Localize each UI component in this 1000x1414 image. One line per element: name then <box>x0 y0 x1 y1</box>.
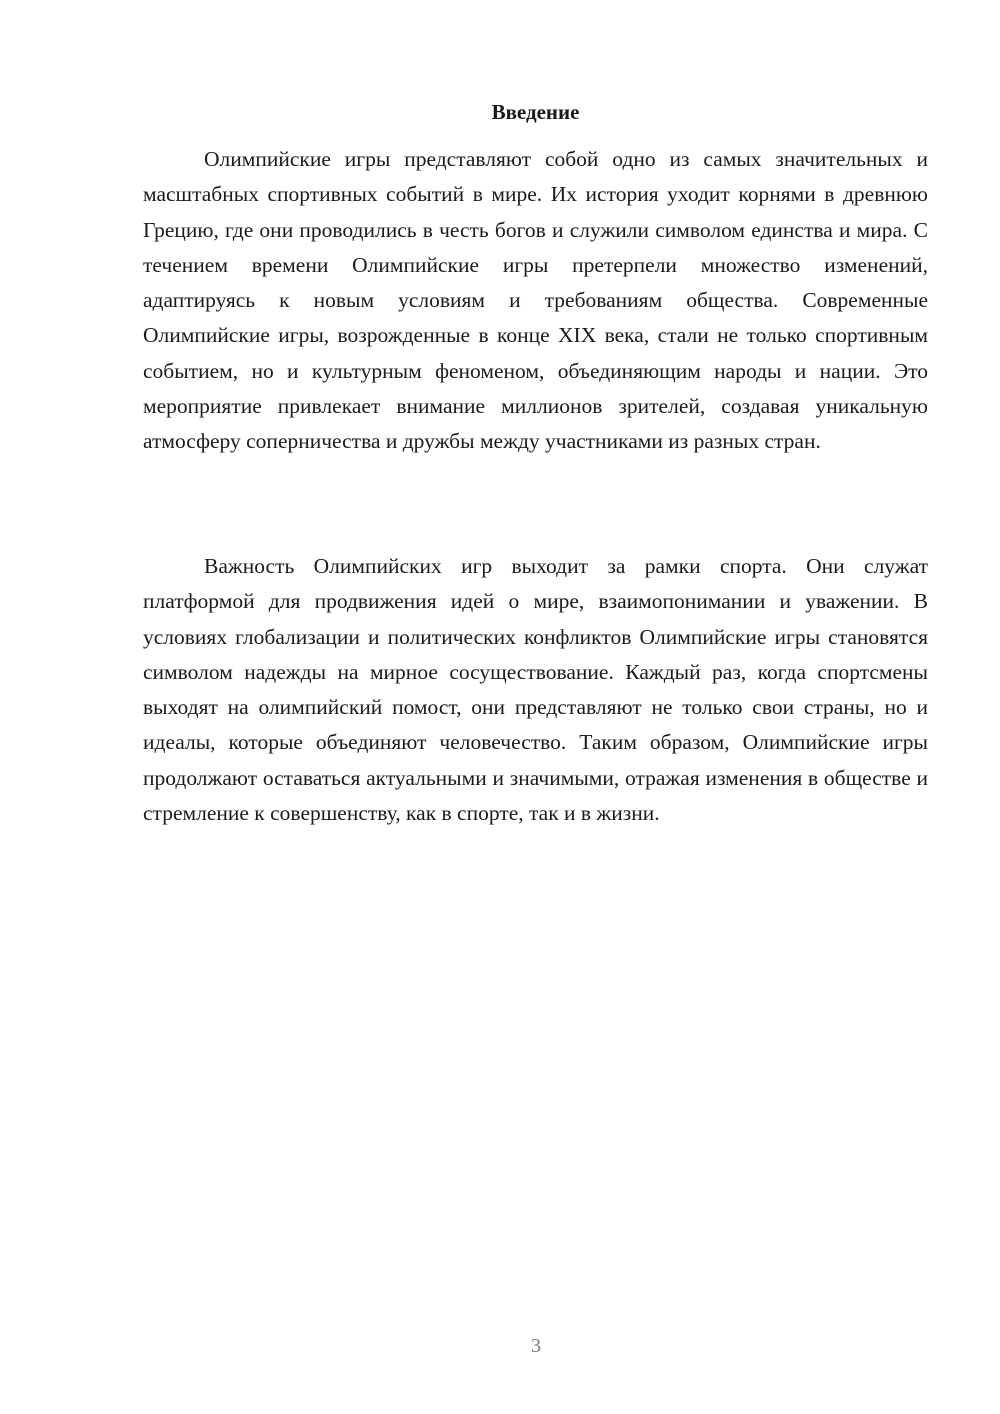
page-number: 3 <box>531 1335 541 1357</box>
paragraph-1: Олимпийские игры представляют собой одно из самых значительных и масштабных спортивных событий в мире. Их история уходит корнями в древнюю Грецию, где они проводились в честь богов и служили символом единства и мира. С течением времени Олимпийские игры претерпели множество изменений, адаптируясь к новым условиям и требованиям общества. Современные Олимпийские игры, возрожденные в конце XIX века, стали не только спортивным событием, но и культурным феноменом, объединяющим народы и нации. Это мероприятие привлекает внимание миллионов зрителей, создавая уникальную атмосферу соперничества и дружбы между участниками из разных стран. <box>143 147 928 454</box>
section-heading: Введение <box>491 100 580 124</box>
paragraph-2: Важность Олимпийских игр выходит за рамки спорта. Они служат платформой для продвижения идей о мире, взаимопонимании и уважении. В условиях глобализации и политических конфликтов Олимпийские игры становятся символом надежды на мирное сосуществование. Каждый раз, когда спортсмены выходят на олимпийский помост, они представляют не только свои страны, но и идеалы, которые объединяют человечество. Таким образом, Олимпийские игры продолжают оставаться актуальными и значимыми, отражая изменения в обществе и стремление к совершенству, как в спорте, так и в жизни. <box>143 554 928 826</box>
